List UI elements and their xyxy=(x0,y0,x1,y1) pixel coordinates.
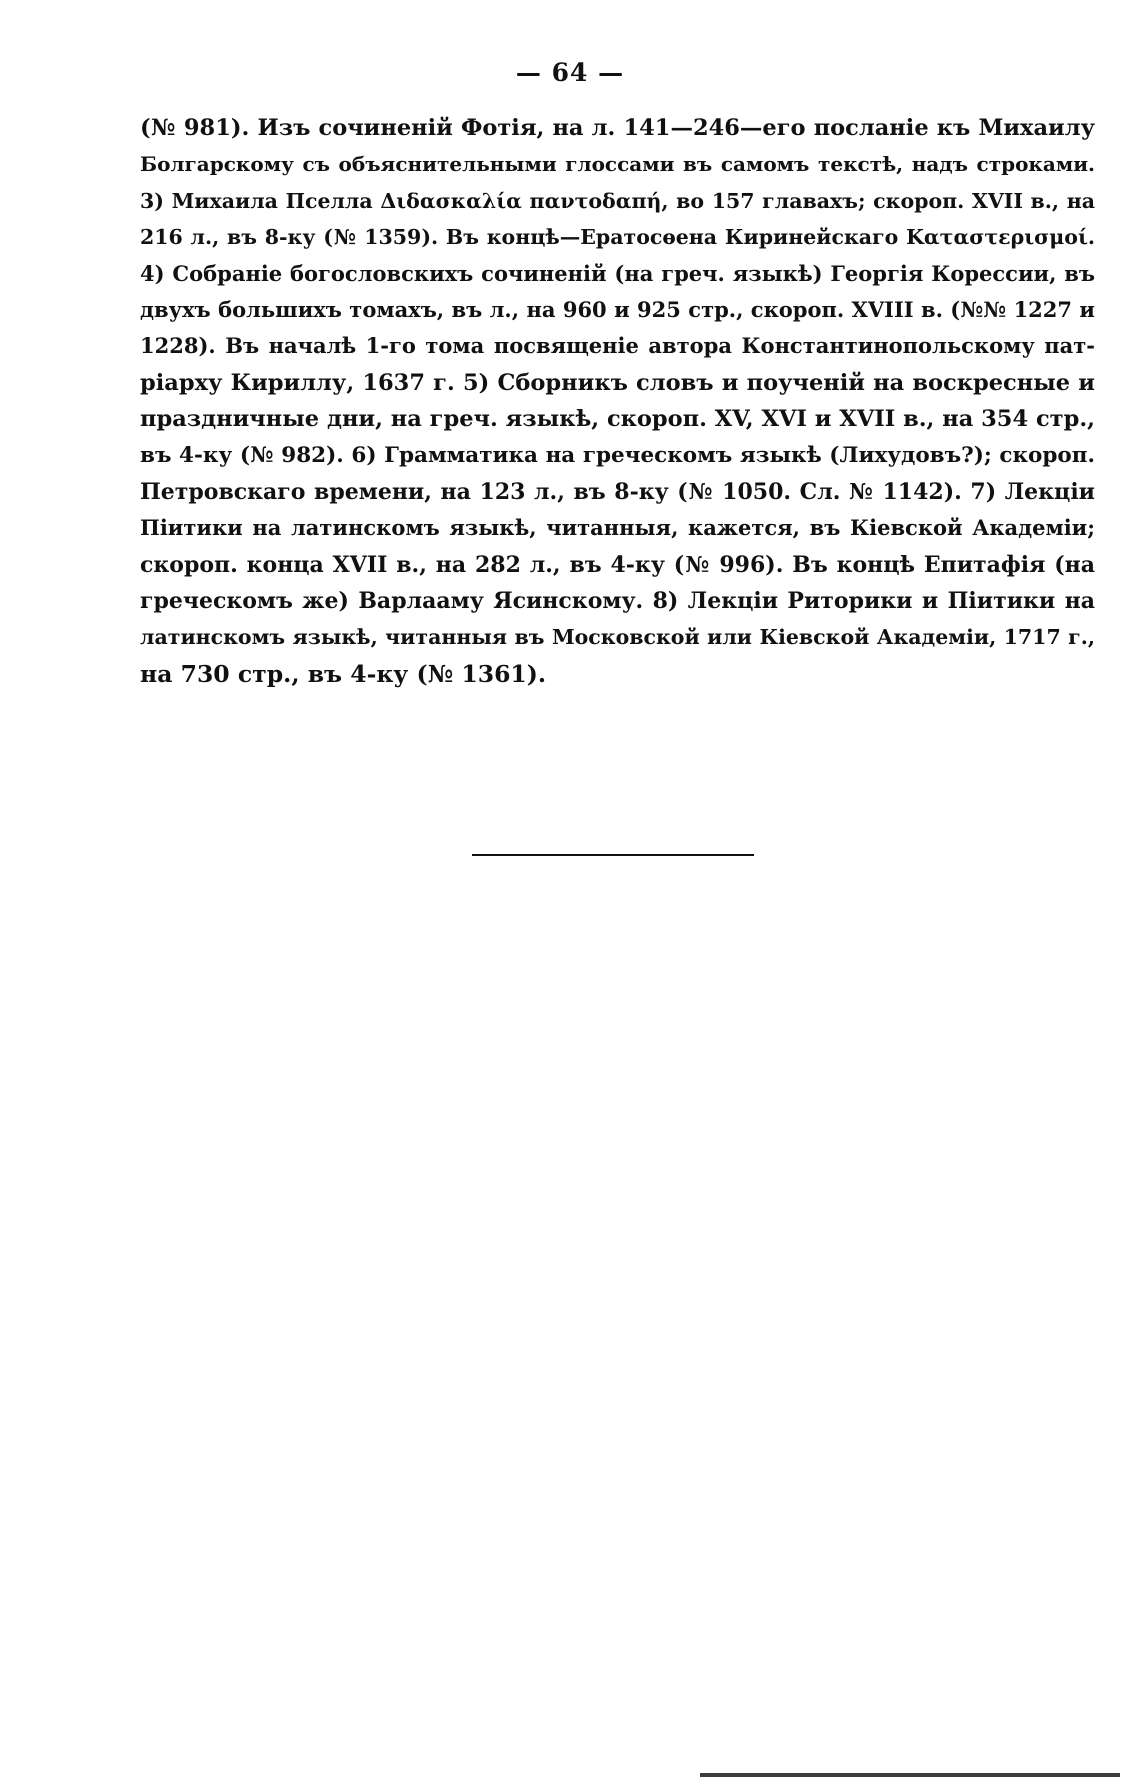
scan-edge-mark xyxy=(700,1773,1120,1777)
text-line: 216 л., въ 8-ку (№ 1359). Въ концѣ—Ератосѳена Киринейскаго Καταστερισμοί. xyxy=(140,225,1095,250)
body-text xyxy=(140,110,1095,692)
text-line: ріарху Кириллу, 1637 г. 5) Сборникъ словъ и поученій на воскресные и xyxy=(140,369,1095,396)
text-line: въ 4-ку (№ 982). 6) Грамматика на греческомъ языкѣ (Лихудовъ?); скороп. xyxy=(140,442,1095,468)
text-line: Піитики на латинскомъ языкѣ, читанныя, кажется, въ Кіевской Академіи; xyxy=(140,515,1095,541)
text-line: латинскомъ языкѣ, читанныя въ Московской или Кіевской Академіи, 1717 г., xyxy=(140,625,1095,650)
text-line: Болгарскому съ объяснительными глоссами въ самомъ текстѣ, надъ строками. xyxy=(140,152,1095,177)
page-number: — 64 — xyxy=(515,58,625,87)
section-divider xyxy=(472,854,754,856)
text-line: скороп. конца XVII в., на 282 л., въ 4-ку (№ 996). Въ концѣ Епитафія (на xyxy=(140,551,1095,578)
text-line: праздничные дни, на греч. языкѣ, скороп. XV, XVI и XVII в., на 354 стр., xyxy=(140,406,1095,433)
text-line: на 730 стр., въ 4-ку (№ 1361). xyxy=(140,659,547,688)
text-line: греческомъ же) Варлааму Ясинскому. 8) Лекціи Риторики и Піитики на xyxy=(140,588,1095,615)
text-line: 4) Собраніе богословскихъ сочиненій (на греч. языкѣ) Георгія Корессии, въ xyxy=(140,260,1095,286)
text-line: (№ 981). Изъ сочиненій Фотія, на л. 141—246—его посланіе къ Михаилу xyxy=(140,115,1095,141)
text-line: 1228). Въ началѣ 1-го тома посвященіе автора Константинопольскому пат- xyxy=(140,333,1095,359)
text-line: 3) Михаила Пселла Διδασκαλία παντοδαπή, во 157 главахъ; скороп. XVII в., на xyxy=(140,188,1096,213)
text-line: Петровскаго времени, на 123 л., въ 8-ку (№ 1050. Сл. № 1142). 7) Лекціи xyxy=(140,478,1095,505)
text-line: двухъ большихъ томахъ, въ л., на 960 и 925 стр., скороп. XVIII в. (№№ 1227 и xyxy=(140,296,1095,322)
